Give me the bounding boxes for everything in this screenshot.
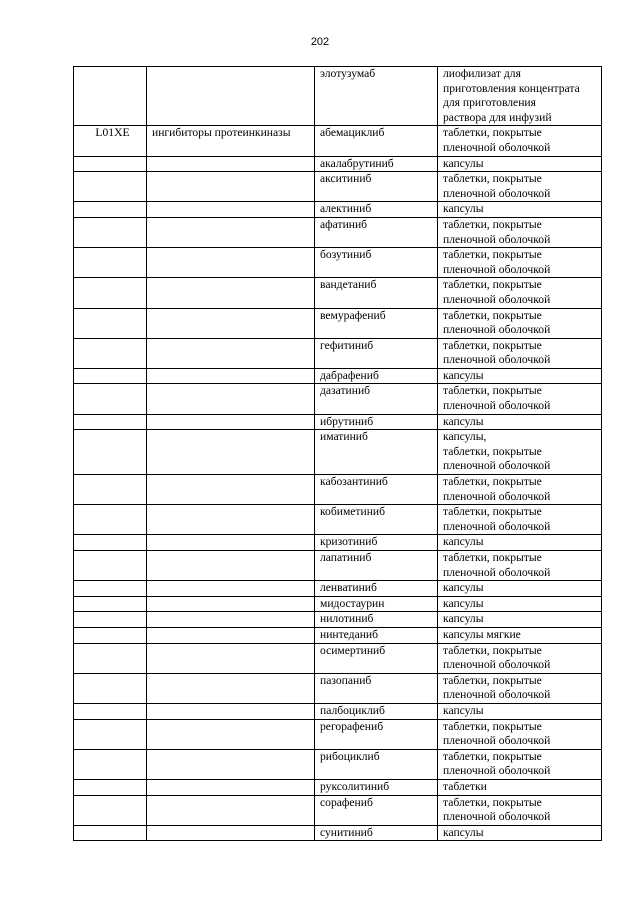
pharmacological-group-cell bbox=[147, 779, 315, 795]
drug-name-cell: пазопаниб bbox=[315, 673, 438, 703]
drug-name-cell: палбоциклиб bbox=[315, 703, 438, 719]
drug-name-cell: дабрафениб bbox=[315, 368, 438, 384]
drug-name-cell: элотузумаб bbox=[315, 67, 438, 126]
drug-name-cell: нинтеданиб bbox=[315, 627, 438, 643]
pharmacological-group-cell bbox=[147, 217, 315, 247]
atc-code-cell bbox=[74, 475, 147, 505]
drug-name-cell: дазатиниб bbox=[315, 384, 438, 414]
drug-name-cell: руксолитиниб bbox=[315, 779, 438, 795]
dosage-form-cell: капсулы, таблетки, покрытые пленочной оболочкой bbox=[438, 430, 602, 475]
drug-name-cell: гефитиниб bbox=[315, 338, 438, 368]
table-row bbox=[74, 643, 602, 673]
atc-code-cell bbox=[74, 673, 147, 703]
dosage-form-cell: таблетки, покрытые пленочной оболочкой bbox=[438, 475, 602, 505]
table-row bbox=[74, 384, 602, 414]
table-row bbox=[74, 749, 602, 779]
dosage-form-cell: таблетки, покрытые пленочной оболочкой bbox=[438, 749, 602, 779]
pharmacological-group-cell bbox=[147, 248, 315, 278]
table-row bbox=[74, 825, 602, 841]
atc-code-cell bbox=[74, 414, 147, 430]
dosage-form-cell: таблетки, покрытые пленочной оболочкой bbox=[438, 126, 602, 156]
pharmacological-group-cell bbox=[147, 749, 315, 779]
pharmacological-group-cell bbox=[147, 67, 315, 126]
table-row bbox=[74, 430, 602, 475]
dosage-form-cell: таблетки, покрытые пленочной оболочкой bbox=[438, 719, 602, 749]
table-row bbox=[74, 535, 602, 551]
dosage-form-cell: капсулы bbox=[438, 596, 602, 612]
dosage-form-cell: капсулы bbox=[438, 156, 602, 172]
drug-name-cell: иматиниб bbox=[315, 430, 438, 475]
table-row bbox=[74, 202, 602, 218]
table-row bbox=[74, 703, 602, 719]
table-row bbox=[74, 475, 602, 505]
drug-name-cell: ленватиниб bbox=[315, 581, 438, 597]
drug-name-cell: сорафениб bbox=[315, 795, 438, 825]
atc-code-cell bbox=[74, 308, 147, 338]
pharmacological-group-cell bbox=[147, 581, 315, 597]
table-row bbox=[74, 67, 602, 126]
drug-name-cell: кобиметиниб bbox=[315, 505, 438, 535]
dosage-form-cell: капсулы bbox=[438, 368, 602, 384]
dosage-form-cell: капсулы bbox=[438, 581, 602, 597]
table-body bbox=[74, 67, 602, 841]
atc-code-cell bbox=[74, 156, 147, 172]
dosage-form-cell: таблетки, покрытые пленочной оболочкой bbox=[438, 338, 602, 368]
pharmacological-group-cell bbox=[147, 551, 315, 581]
drug-name-cell: абемациклиб bbox=[315, 126, 438, 156]
table-row bbox=[74, 551, 602, 581]
pharmacological-group-cell bbox=[147, 338, 315, 368]
pharmacological-group-cell bbox=[147, 156, 315, 172]
pharmacological-group-cell bbox=[147, 430, 315, 475]
table-row bbox=[74, 719, 602, 749]
drug-name-cell: кризотиниб bbox=[315, 535, 438, 551]
table-row bbox=[74, 505, 602, 535]
atc-code-cell bbox=[74, 779, 147, 795]
atc-code-cell bbox=[74, 384, 147, 414]
atc-code-cell bbox=[74, 719, 147, 749]
dosage-form-cell: таблетки, покрытые пленочной оболочкой bbox=[438, 643, 602, 673]
table-row bbox=[74, 414, 602, 430]
atc-code-cell bbox=[74, 627, 147, 643]
table-row bbox=[74, 308, 602, 338]
pharmacological-group-cell bbox=[147, 172, 315, 202]
dosage-form-cell: капсулы bbox=[438, 825, 602, 841]
drug-name-cell: ибрутиниб bbox=[315, 414, 438, 430]
drug-name-cell: регорафениб bbox=[315, 719, 438, 749]
dosage-form-cell: капсулы bbox=[438, 414, 602, 430]
atc-code-cell bbox=[74, 596, 147, 612]
pharmacological-group-cell bbox=[147, 384, 315, 414]
drug-name-cell: лапатиниб bbox=[315, 551, 438, 581]
atc-code-cell bbox=[74, 535, 147, 551]
dosage-form-cell: таблетки, покрытые пленочной оболочкой bbox=[438, 248, 602, 278]
atc-code-cell: L01XE bbox=[74, 126, 147, 156]
table-row bbox=[74, 338, 602, 368]
pharmacological-group-cell bbox=[147, 414, 315, 430]
drug-name-cell: рибоциклиб bbox=[315, 749, 438, 779]
pharmacological-group-cell bbox=[147, 202, 315, 218]
drug-name-cell: вандетаниб bbox=[315, 278, 438, 308]
drug-name-cell: кабозантиниб bbox=[315, 475, 438, 505]
pharmacological-group-cell bbox=[147, 719, 315, 749]
atc-code-cell bbox=[74, 612, 147, 628]
table-row bbox=[74, 581, 602, 597]
atc-code-cell bbox=[74, 703, 147, 719]
atc-code-cell bbox=[74, 248, 147, 278]
table-row bbox=[74, 612, 602, 628]
atc-code-cell bbox=[74, 67, 147, 126]
atc-code-cell bbox=[74, 749, 147, 779]
table-row bbox=[74, 248, 602, 278]
table-row bbox=[74, 673, 602, 703]
table-row bbox=[74, 779, 602, 795]
pharmacological-group-cell bbox=[147, 673, 315, 703]
pharmacological-group-cell bbox=[147, 596, 315, 612]
pharmacological-group-cell bbox=[147, 475, 315, 505]
table-row bbox=[74, 368, 602, 384]
dosage-form-cell: таблетки, покрытые пленочной оболочкой bbox=[438, 172, 602, 202]
pharmacological-group-cell bbox=[147, 505, 315, 535]
drug-name-cell: мидостаурин bbox=[315, 596, 438, 612]
dosage-form-cell: капсулы bbox=[438, 703, 602, 719]
dosage-form-cell: капсулы мягкие bbox=[438, 627, 602, 643]
table-row bbox=[74, 795, 602, 825]
pharmacological-group-cell bbox=[147, 308, 315, 338]
dosage-form-cell: таблетки, покрытые пленочной оболочкой bbox=[438, 217, 602, 247]
atc-code-cell bbox=[74, 217, 147, 247]
pharmacological-group-cell bbox=[147, 535, 315, 551]
drug-name-cell: вемурафениб bbox=[315, 308, 438, 338]
drug-table bbox=[73, 66, 602, 841]
dosage-form-cell: таблетки, покрытые пленочной оболочкой bbox=[438, 384, 602, 414]
pharmacological-group-cell bbox=[147, 643, 315, 673]
atc-code-cell bbox=[74, 551, 147, 581]
atc-code-cell bbox=[74, 172, 147, 202]
drug-name-cell: бозутиниб bbox=[315, 248, 438, 278]
pharmacological-group-cell bbox=[147, 795, 315, 825]
drug-name-cell: алектиниб bbox=[315, 202, 438, 218]
atc-code-cell bbox=[74, 338, 147, 368]
table-row bbox=[74, 278, 602, 308]
page-number: 202 bbox=[310, 36, 330, 48]
drug-name-cell: акситиниб bbox=[315, 172, 438, 202]
atc-code-cell bbox=[74, 505, 147, 535]
atc-code-cell bbox=[74, 202, 147, 218]
dosage-form-cell: таблетки, покрытые пленочной оболочкой bbox=[438, 278, 602, 308]
dosage-form-cell: капсулы bbox=[438, 202, 602, 218]
atc-code-cell bbox=[74, 368, 147, 384]
pharmacological-group-cell bbox=[147, 703, 315, 719]
pharmacological-group-cell bbox=[147, 368, 315, 384]
table-row bbox=[74, 596, 602, 612]
atc-code-cell bbox=[74, 795, 147, 825]
pharmacological-group-cell bbox=[147, 627, 315, 643]
table-row bbox=[74, 156, 602, 172]
dosage-form-cell: капсулы bbox=[438, 535, 602, 551]
atc-code-cell bbox=[74, 581, 147, 597]
drug-name-cell: осимертиниб bbox=[315, 643, 438, 673]
pharmacological-group-cell bbox=[147, 612, 315, 628]
pharmacological-group-cell bbox=[147, 278, 315, 308]
dosage-form-cell: таблетки, покрытые пленочной оболочкой bbox=[438, 551, 602, 581]
drug-name-cell: сунитиниб bbox=[315, 825, 438, 841]
atc-code-cell bbox=[74, 278, 147, 308]
drug-name-cell: акалабрутиниб bbox=[315, 156, 438, 172]
drug-name-cell: афатиниб bbox=[315, 217, 438, 247]
dosage-form-cell: таблетки bbox=[438, 779, 602, 795]
table-row bbox=[74, 126, 602, 156]
table-row bbox=[74, 172, 602, 202]
dosage-form-cell: таблетки, покрытые пленочной оболочкой bbox=[438, 673, 602, 703]
dosage-form-cell: капсулы bbox=[438, 612, 602, 628]
pharmacological-group-cell: ингибиторы протеинкиназы bbox=[147, 126, 315, 156]
table-row bbox=[74, 217, 602, 247]
atc-code-cell bbox=[74, 825, 147, 841]
atc-code-cell bbox=[74, 643, 147, 673]
dosage-form-cell: таблетки, покрытые пленочной оболочкой bbox=[438, 308, 602, 338]
pharmacological-group-cell bbox=[147, 825, 315, 841]
table-row bbox=[74, 627, 602, 643]
atc-code-cell bbox=[74, 430, 147, 475]
drug-name-cell: нилотиниб bbox=[315, 612, 438, 628]
dosage-form-cell: лиофилизат для приготовления концентрата для приготовления раствора для инфузий bbox=[438, 67, 602, 126]
dosage-form-cell: таблетки, покрытые пленочной оболочкой bbox=[438, 505, 602, 535]
dosage-form-cell: таблетки, покрытые пленочной оболочкой bbox=[438, 795, 602, 825]
